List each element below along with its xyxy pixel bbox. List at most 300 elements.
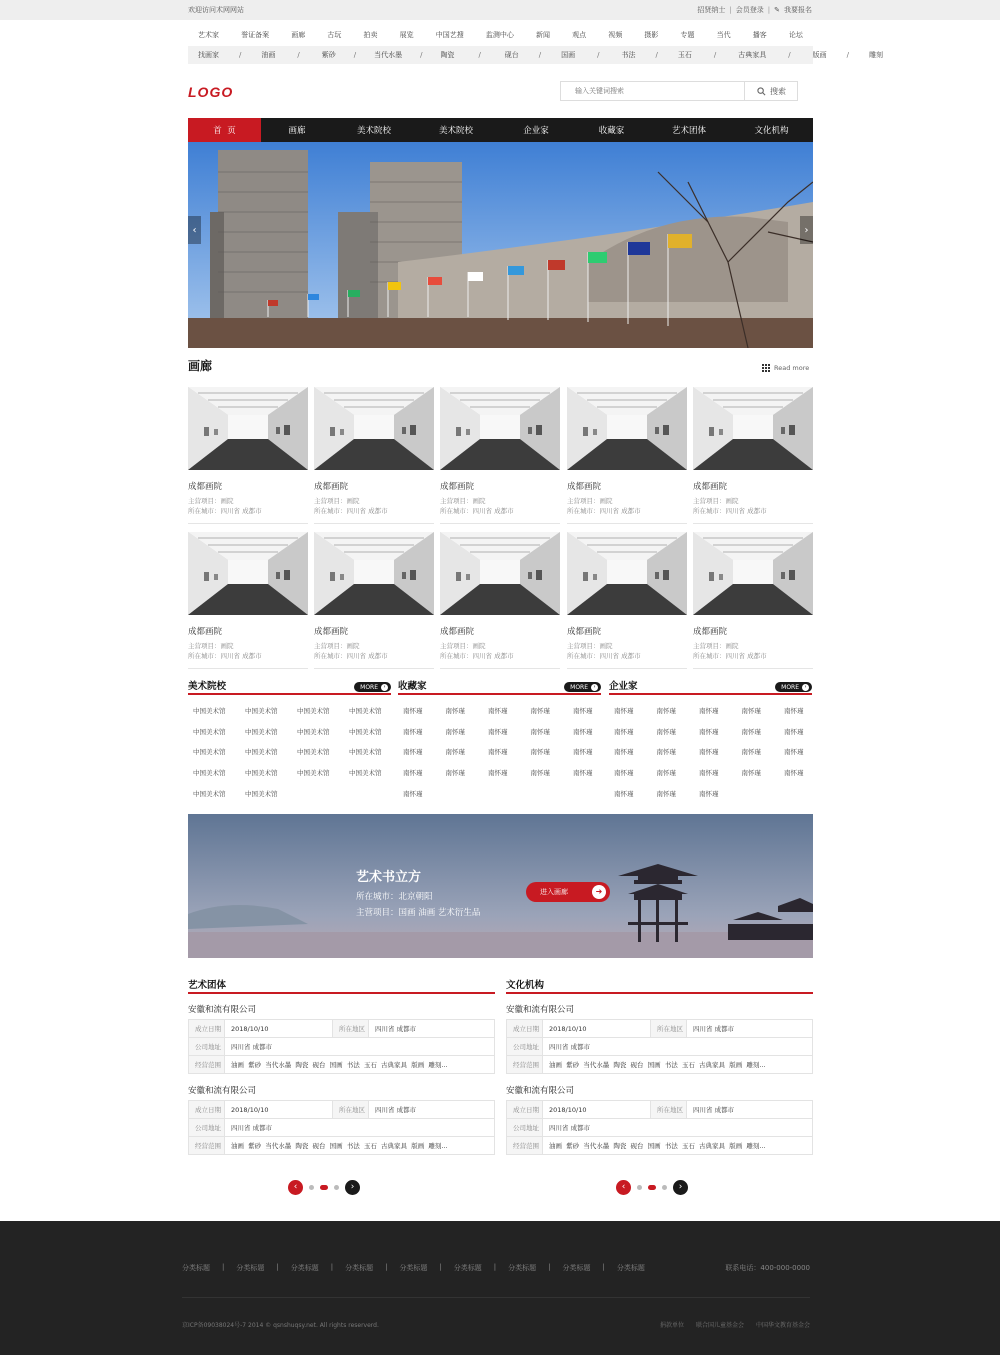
search-box: [560, 81, 798, 101]
label-scope: 经营范围: [507, 1137, 543, 1155]
gallery-image: [314, 532, 434, 615]
category-link[interactable]: 摄影: [644, 31, 659, 39]
entrepreneurs-more-button[interactable]: [775, 682, 812, 692]
footer-category-link[interactable]: 分类标题: [399, 1264, 428, 1272]
value-scope: 油画 紫砂 当代水墨 陶瓷 砚台 国画 书法 玉石 古典家具 版画 雕刻...: [225, 1056, 495, 1074]
category-link[interactable]: 誉证备案: [241, 31, 270, 39]
gallery-image: [440, 387, 560, 470]
banner-image: [188, 142, 813, 348]
top-links: [697, 5, 812, 15]
promo-project: 主营项目：国画 油画 艺术衍生品: [356, 908, 481, 918]
enter-gallery-button[interactable]: [526, 882, 610, 902]
table-row: [189, 1101, 495, 1119]
search-button-label: 搜索: [770, 86, 786, 96]
footer-category-link[interactable]: 分类标题: [616, 1264, 645, 1272]
gallery-project: 主营项目：画院: [188, 497, 234, 505]
gallery-project: 主营项目：画院: [440, 497, 486, 505]
gallery-thumb[interactable]: [693, 532, 813, 615]
pager-dot-active[interactable]: [648, 1185, 656, 1190]
edit-icon: ✎: [774, 6, 780, 14]
main-nav-item[interactable]: 企业家: [523, 126, 549, 136]
gallery-meta: [314, 496, 434, 516]
pager-next-button[interactable]: [673, 1180, 688, 1195]
category-link[interactable]: 艺术家: [198, 31, 219, 39]
label-area: 所在地区: [651, 1020, 687, 1038]
gallery-thumb[interactable]: [188, 532, 308, 615]
main-nav-item[interactable]: 美术院校: [356, 126, 391, 136]
school-link[interactable]: 中国美术馆: [245, 707, 278, 715]
nav-separator: /: [478, 51, 481, 59]
gallery-city: 所在城市：四川省 成都市: [440, 652, 514, 660]
table-row: [507, 1020, 813, 1038]
gallery-name[interactable]: 成都画院: [693, 482, 728, 492]
collector-link[interactable]: 南怀瑾: [403, 748, 423, 757]
entrepreneur-link[interactable]: 南怀瑾: [741, 769, 761, 778]
gallery-thumb[interactable]: [440, 387, 560, 470]
gallery-card[interactable]: [693, 532, 813, 661]
nav-separator: /: [239, 51, 242, 59]
gallery-project: 主营项目：画院: [693, 497, 739, 505]
table-row: [507, 1101, 813, 1119]
gallery-city: 所在城市：四川省 成都市: [567, 652, 641, 660]
footer-units: [660, 1320, 810, 1329]
school-link[interactable]: 中国美术馆: [245, 748, 278, 757]
subcategory-link[interactable]: 古典家具: [738, 51, 767, 59]
footer-category-link[interactable]: 分类标题: [345, 1264, 374, 1272]
value-scope: 油画 紫砂 当代水墨 陶瓷 砚台 国画 书法 玉石 古典家具 版画 雕刻...: [543, 1137, 813, 1155]
gallery-name[interactable]: 成都画院: [188, 627, 223, 637]
category-link[interactable]: 古玩: [327, 31, 342, 39]
subcategory-link[interactable]: 紫砂: [321, 51, 336, 59]
collector-link[interactable]: 南怀瑾: [445, 748, 465, 757]
promo-title: 艺术书立方: [356, 870, 422, 885]
orgs-title: 文化机构: [506, 980, 545, 991]
gallery-name[interactable]: 成都画院: [314, 627, 349, 637]
subcategory-link[interactable]: 雕刻: [868, 51, 883, 59]
category-link[interactable]: 展览: [399, 31, 414, 39]
gallery-image: [693, 532, 813, 615]
table-row: [189, 1119, 495, 1137]
gallery-card[interactable]: [314, 387, 434, 516]
gallery-card[interactable]: [567, 387, 687, 516]
schools-more-button[interactable]: [354, 682, 391, 692]
gallery-thumb[interactable]: [188, 387, 308, 470]
footer-category-link[interactable]: 分类标题: [508, 1264, 537, 1272]
search-button[interactable]: [744, 82, 798, 100]
category-link[interactable]: 拍卖: [363, 31, 378, 39]
collector-link[interactable]: 南怀瑾: [530, 727, 550, 736]
gallery-name[interactable]: 成都画院: [693, 627, 728, 637]
gallery-name[interactable]: 成都画院: [567, 627, 602, 637]
footer-category-link[interactable]: 分类标题: [453, 1264, 482, 1272]
gallery-meta: [188, 496, 308, 516]
readmore-label: Read more: [774, 364, 810, 372]
table-row: [189, 1020, 495, 1038]
nav-separator: /: [846, 51, 849, 59]
card-divider: [440, 668, 560, 669]
groups-header: [188, 980, 495, 994]
gallery-project: 主营项目：画院: [567, 497, 613, 505]
footer: [0, 1221, 1000, 1355]
collector-link[interactable]: 南怀瑾: [530, 748, 550, 757]
category-link[interactable]: 专题: [680, 31, 695, 39]
company-name[interactable]: 安徽和流有限公司: [506, 1005, 575, 1015]
divider: |: [222, 1263, 225, 1271]
card-divider: [314, 668, 434, 669]
entrepreneur-link[interactable]: 南怀瑾: [699, 707, 719, 715]
value-area: 四川省 成都市: [687, 1101, 813, 1119]
gallery-thumb[interactable]: [567, 387, 687, 470]
collector-link[interactable]: 南怀瑾: [573, 748, 593, 757]
gallery-card[interactable]: [567, 532, 687, 661]
footer-unit-link[interactable]: 中国华文教育基金会: [755, 1322, 810, 1329]
gallery-project: 主营项目：画院: [188, 642, 234, 650]
school-link[interactable]: 中国美术馆: [349, 748, 382, 757]
value-scope: 油画 紫砂 当代水墨 陶瓷 砚台 国画 书法 玉石 古典家具 版画 雕刻...: [225, 1137, 495, 1155]
divider: |: [602, 1263, 605, 1271]
top-link-register[interactable]: 我要报名: [784, 6, 812, 14]
main-nav-item[interactable]: 文化机构: [754, 126, 789, 136]
footer-unit-link[interactable]: 联合国儿童基金会: [695, 1322, 744, 1329]
gallery-image: [567, 387, 687, 470]
arrow-right-icon: ➜: [592, 885, 606, 899]
table-row: [189, 1038, 495, 1056]
schools-list: [193, 706, 393, 809]
subcategory-link[interactable]: 版画: [812, 51, 827, 59]
entrepreneur-link[interactable]: 南怀瑾: [741, 748, 761, 757]
company-name[interactable]: 安徽和流有限公司: [188, 1005, 257, 1015]
top-link-jobs[interactable]: 招贤纳士: [697, 6, 726, 14]
pager-dot[interactable]: [637, 1185, 642, 1190]
value-founded: 2018/10/10: [225, 1020, 333, 1038]
company-info-table: [188, 1019, 495, 1074]
gallery-meta: [693, 496, 813, 516]
collector-link[interactable]: 南怀瑾: [403, 707, 423, 715]
gallery-name[interactable]: 成都画院: [567, 482, 602, 492]
footer-category-link[interactable]: 分类标题: [236, 1264, 265, 1272]
main-nav-item[interactable]: 画廊: [288, 126, 306, 136]
subcategory-link[interactable]: 找画家: [198, 51, 219, 59]
gallery-image: [314, 387, 434, 470]
school-link[interactable]: 中国美术馆: [297, 727, 330, 736]
collector-link[interactable]: 南怀瑾: [445, 769, 465, 778]
chevron-left-icon: ‹: [293, 1182, 298, 1192]
gallery-city: 所在城市：四川省 成都市: [188, 507, 262, 515]
footer-divider: [182, 1297, 810, 1298]
entrepreneur-link[interactable]: 南怀瑾: [656, 748, 676, 757]
banner-prev-arrow[interactable]: [188, 216, 201, 244]
collector-link[interactable]: 南怀瑾: [445, 707, 465, 715]
school-link[interactable]: 中国美术馆: [193, 769, 226, 778]
search-icon: [757, 87, 766, 96]
label-area: 所在地区: [333, 1020, 369, 1038]
subcategory-link[interactable]: 玉石: [677, 51, 692, 59]
school-link[interactable]: 中国美术馆: [245, 727, 278, 736]
gallery-image: [693, 387, 813, 470]
collector-link[interactable]: 南怀瑾: [488, 748, 508, 757]
school-link[interactable]: 中国美术馆: [349, 707, 382, 715]
arrow-right-icon: ›: [802, 684, 809, 691]
category-link[interactable]: 当代: [716, 31, 731, 39]
entrepreneur-link[interactable]: 南怀瑾: [656, 727, 676, 736]
hero-banner: [188, 142, 813, 348]
category-link[interactable]: 监测中心: [485, 31, 514, 39]
subcategory-link[interactable]: 油画: [261, 51, 276, 59]
entrepreneur-link[interactable]: 南怀瑾: [741, 727, 761, 736]
card-divider: [188, 668, 308, 669]
entrepreneur-link[interactable]: 南怀瑾: [656, 707, 676, 715]
subcategory-nav: [188, 46, 883, 64]
arrow-right-icon: ›: [381, 684, 388, 691]
school-link[interactable]: 中国美术馆: [245, 789, 278, 798]
value-area: 四川省 成都市: [369, 1020, 495, 1038]
footer-category-link[interactable]: 分类标题: [562, 1264, 591, 1272]
entrepreneur-link[interactable]: 南怀瑾: [614, 707, 634, 715]
table-row: [189, 1137, 495, 1155]
top-link-login[interactable]: 会员登录: [735, 6, 764, 14]
gallery-city: 所在城市：四川省 成都市: [693, 652, 767, 660]
gallery-image: [188, 532, 308, 615]
gallery-thumb[interactable]: [314, 387, 434, 470]
gallery-image: [188, 387, 308, 470]
category-link[interactable]: 中国艺搜: [435, 31, 464, 39]
nav-separator: /: [420, 51, 423, 59]
school-link[interactable]: 中国美术馆: [349, 769, 382, 778]
nav-separator: /: [538, 51, 542, 59]
main-nav-item[interactable]: 首 页: [188, 118, 261, 142]
footer-category-link[interactable]: 分类标题: [182, 1264, 210, 1272]
gallery-card[interactable]: [693, 387, 813, 516]
company-name[interactable]: 安徽和流有限公司: [506, 1086, 575, 1096]
enter-gallery-label: 进入画廊: [540, 888, 568, 896]
entrepreneur-link[interactable]: 南怀瑾: [784, 707, 804, 715]
entrepreneur-link[interactable]: 南怀瑾: [614, 727, 634, 736]
entrepreneur-link[interactable]: 南怀瑾: [699, 789, 719, 798]
pager-next-button[interactable]: [345, 1180, 360, 1195]
gallery-name[interactable]: 成都画院: [440, 482, 475, 492]
table-row: [507, 1056, 813, 1074]
main-nav-item[interactable]: 美术院校: [438, 126, 473, 136]
gallery-readmore[interactable]: [762, 364, 809, 372]
promo-image: [188, 814, 813, 958]
collector-link[interactable]: 南怀瑾: [403, 789, 423, 798]
value-address: 四川省 成都市: [225, 1119, 495, 1137]
collectors-header: [398, 681, 601, 695]
label-scope: 经营范围: [189, 1137, 225, 1155]
promo-banner: [188, 814, 813, 958]
gallery-thumb[interactable]: [440, 532, 560, 615]
entrepreneur-link[interactable]: 南怀瑾: [614, 789, 634, 798]
gallery-card[interactable]: [440, 387, 560, 516]
card-divider: [567, 668, 687, 669]
gallery-card[interactable]: [188, 532, 308, 661]
gallery-thumb[interactable]: [693, 387, 813, 470]
footer-category-link[interactable]: 分类标题: [290, 1264, 319, 1272]
entrepreneur-link[interactable]: 南怀瑾: [656, 769, 676, 778]
search-input[interactable]: [561, 82, 743, 100]
pager-dot-active[interactable]: [320, 1185, 328, 1190]
more-label: MORE: [360, 683, 378, 691]
entrepreneur-link[interactable]: 南怀瑾: [784, 769, 804, 778]
pager-dot[interactable]: [309, 1185, 314, 1190]
orgs-header: [506, 980, 813, 994]
school-link[interactable]: 中国美术馆: [297, 707, 330, 715]
category-link[interactable]: 观点: [572, 31, 587, 39]
value-scope: 油画 紫砂 当代水墨 陶瓷 砚台 国画 书法 玉石 古典家具 版画 雕刻...: [543, 1056, 813, 1074]
gallery-thumb[interactable]: [567, 532, 687, 615]
divider: |: [729, 6, 732, 14]
collector-link[interactable]: 南怀瑾: [403, 727, 423, 736]
collector-link[interactable]: 南怀瑾: [530, 769, 550, 778]
collector-link[interactable]: 南怀瑾: [573, 707, 593, 715]
gallery-name[interactable]: 成都画院: [314, 482, 349, 492]
label-address: 公司地址: [189, 1119, 225, 1137]
school-link[interactable]: 中国美术馆: [297, 769, 330, 778]
table-row: [507, 1119, 813, 1137]
arrow-right-icon: ›: [591, 684, 598, 691]
chevron-left-icon: ‹: [621, 1182, 626, 1192]
label-founded: 成立日期: [507, 1020, 543, 1038]
pager-dot[interactable]: [334, 1185, 339, 1190]
gallery-meta: [440, 496, 560, 516]
gallery-name[interactable]: 成都画院: [440, 627, 475, 637]
entrepreneur-link[interactable]: 南怀瑾: [699, 769, 719, 778]
entrepreneur-link[interactable]: 南怀瑾: [614, 769, 634, 778]
collectors-list: [403, 706, 613, 809]
gallery-name[interactable]: 成都画院: [188, 482, 223, 492]
collectors-more-button[interactable]: [564, 682, 601, 692]
school-link[interactable]: 中国美术馆: [193, 748, 226, 757]
gallery-project: 主营项目：画院: [693, 642, 739, 650]
school-link[interactable]: 中国美术馆: [193, 707, 226, 715]
company-card: [506, 1084, 813, 1155]
pager-prev-button[interactable]: [616, 1180, 631, 1195]
gallery-meta: [567, 641, 687, 661]
subcategory-link[interactable]: 陶瓷: [440, 51, 455, 59]
pager-prev-button[interactable]: [288, 1180, 303, 1195]
subcategory-link[interactable]: 当代水墨: [374, 51, 403, 59]
pager-dot[interactable]: [662, 1185, 667, 1190]
more-label: MORE: [781, 683, 799, 691]
school-link[interactable]: 中国美术馆: [193, 727, 226, 736]
entrepreneur-link[interactable]: 南怀瑾: [699, 727, 719, 736]
welcome-text: 欢迎访问术网网站: [188, 6, 244, 14]
groups-pager: [288, 1180, 360, 1195]
gallery-city: 所在城市：四川省 成都市: [314, 507, 388, 515]
entrepreneur-link[interactable]: 南怀瑾: [614, 748, 634, 757]
card-divider: [188, 523, 308, 524]
collector-link[interactable]: 南怀瑾: [403, 769, 423, 778]
gallery-city: 所在城市：四川省 成都市: [314, 652, 388, 660]
entrepreneurs-title: 企业家: [609, 681, 638, 692]
collector-link[interactable]: 南怀瑾: [573, 727, 593, 736]
company-info-table: [506, 1100, 813, 1155]
card-divider: [693, 523, 813, 524]
nav-separator: /: [655, 51, 658, 59]
groups-title: 艺术团体: [188, 980, 227, 991]
collector-link[interactable]: 南怀瑾: [573, 769, 593, 778]
gallery-meta: [567, 496, 687, 516]
grid-icon: [762, 364, 770, 372]
gallery-image: [440, 532, 560, 615]
school-link[interactable]: 中国美术馆: [193, 789, 226, 798]
gallery-card[interactable]: [440, 532, 560, 661]
collector-link[interactable]: 南怀瑾: [488, 769, 508, 778]
main-nav-item[interactable]: 艺术团体: [671, 126, 706, 136]
gallery-thumb[interactable]: [314, 532, 434, 615]
entrepreneurs-header: [609, 681, 812, 695]
label-founded: 成立日期: [189, 1020, 225, 1038]
table-row: [507, 1038, 813, 1056]
entrepreneur-link[interactable]: 南怀瑾: [741, 707, 761, 715]
promo-city: 所在城市：北京朝阳: [356, 892, 433, 902]
banner-next-arrow[interactable]: [800, 216, 813, 244]
chevron-left-icon: ‹: [192, 224, 197, 236]
school-link[interactable]: 中国美术馆: [245, 769, 278, 778]
subcategory-link[interactable]: 书法: [621, 51, 636, 59]
divider: |: [385, 1263, 388, 1271]
main-nav-item[interactable]: 收藏家: [598, 126, 625, 136]
company-name[interactable]: 安徽和流有限公司: [188, 1086, 257, 1096]
collector-link[interactable]: 南怀瑾: [530, 707, 550, 715]
logo[interactable]: LOGO: [188, 84, 234, 100]
chevron-right-icon: ›: [804, 224, 809, 236]
nav-separator: /: [297, 51, 300, 59]
collector-link[interactable]: 南怀瑾: [488, 707, 508, 715]
footer-categories: [182, 1263, 645, 1273]
schools-title: 美术院校: [188, 681, 227, 692]
value-address: 四川省 成都市: [225, 1038, 495, 1056]
school-link[interactable]: 中国美术馆: [349, 727, 382, 736]
gallery-city: 所在城市：四川省 成都市: [567, 507, 641, 515]
gallery-title: 画廊: [188, 359, 213, 373]
gallery-card[interactable]: [188, 387, 308, 516]
nav-separator: /: [713, 51, 717, 59]
subcategory-link[interactable]: 国画: [561, 51, 576, 59]
entrepreneurs-list: [614, 706, 824, 809]
school-link[interactable]: 中国美术馆: [297, 748, 330, 757]
footer-unit-link[interactable]: 捐款单位: [659, 1322, 684, 1329]
label-area: 所在地区: [651, 1101, 687, 1119]
table-row: [507, 1137, 813, 1155]
label-address: 公司地址: [507, 1119, 543, 1137]
entrepreneur-link[interactable]: 南怀瑾: [699, 748, 719, 757]
schools-header: [188, 681, 391, 695]
gallery-meta: [693, 641, 813, 661]
card-divider: [693, 668, 813, 669]
collector-link[interactable]: 南怀瑾: [488, 727, 508, 736]
category-link[interactable]: 论坛: [788, 31, 803, 39]
category-link[interactable]: 播客: [752, 31, 767, 39]
category-link[interactable]: 画廊: [291, 31, 306, 39]
orgs-pager: [616, 1180, 688, 1195]
category-link[interactable]: 新闻: [536, 31, 550, 39]
main-nav: [188, 118, 813, 142]
gallery-meta: [188, 641, 308, 661]
gallery-card[interactable]: [314, 532, 434, 661]
category-link[interactable]: 视频: [608, 31, 623, 39]
subcategory-link[interactable]: 砚台: [504, 51, 519, 59]
card-divider: [567, 523, 687, 524]
footer-copyright: 京ICP备09038024号-7 2014 © qsnshuqsy.net. All rights reserverd.: [182, 1322, 379, 1329]
entrepreneur-link[interactable]: 南怀瑾: [656, 789, 676, 798]
value-area: 四川省 成都市: [369, 1101, 495, 1119]
entrepreneur-link[interactable]: 南怀瑾: [784, 727, 804, 736]
divider: |: [439, 1263, 442, 1271]
collector-link[interactable]: 南怀瑾: [445, 727, 465, 736]
entrepreneur-link[interactable]: 南怀瑾: [784, 748, 804, 757]
gallery-city: 所在城市：四川省 成都市: [188, 652, 262, 660]
